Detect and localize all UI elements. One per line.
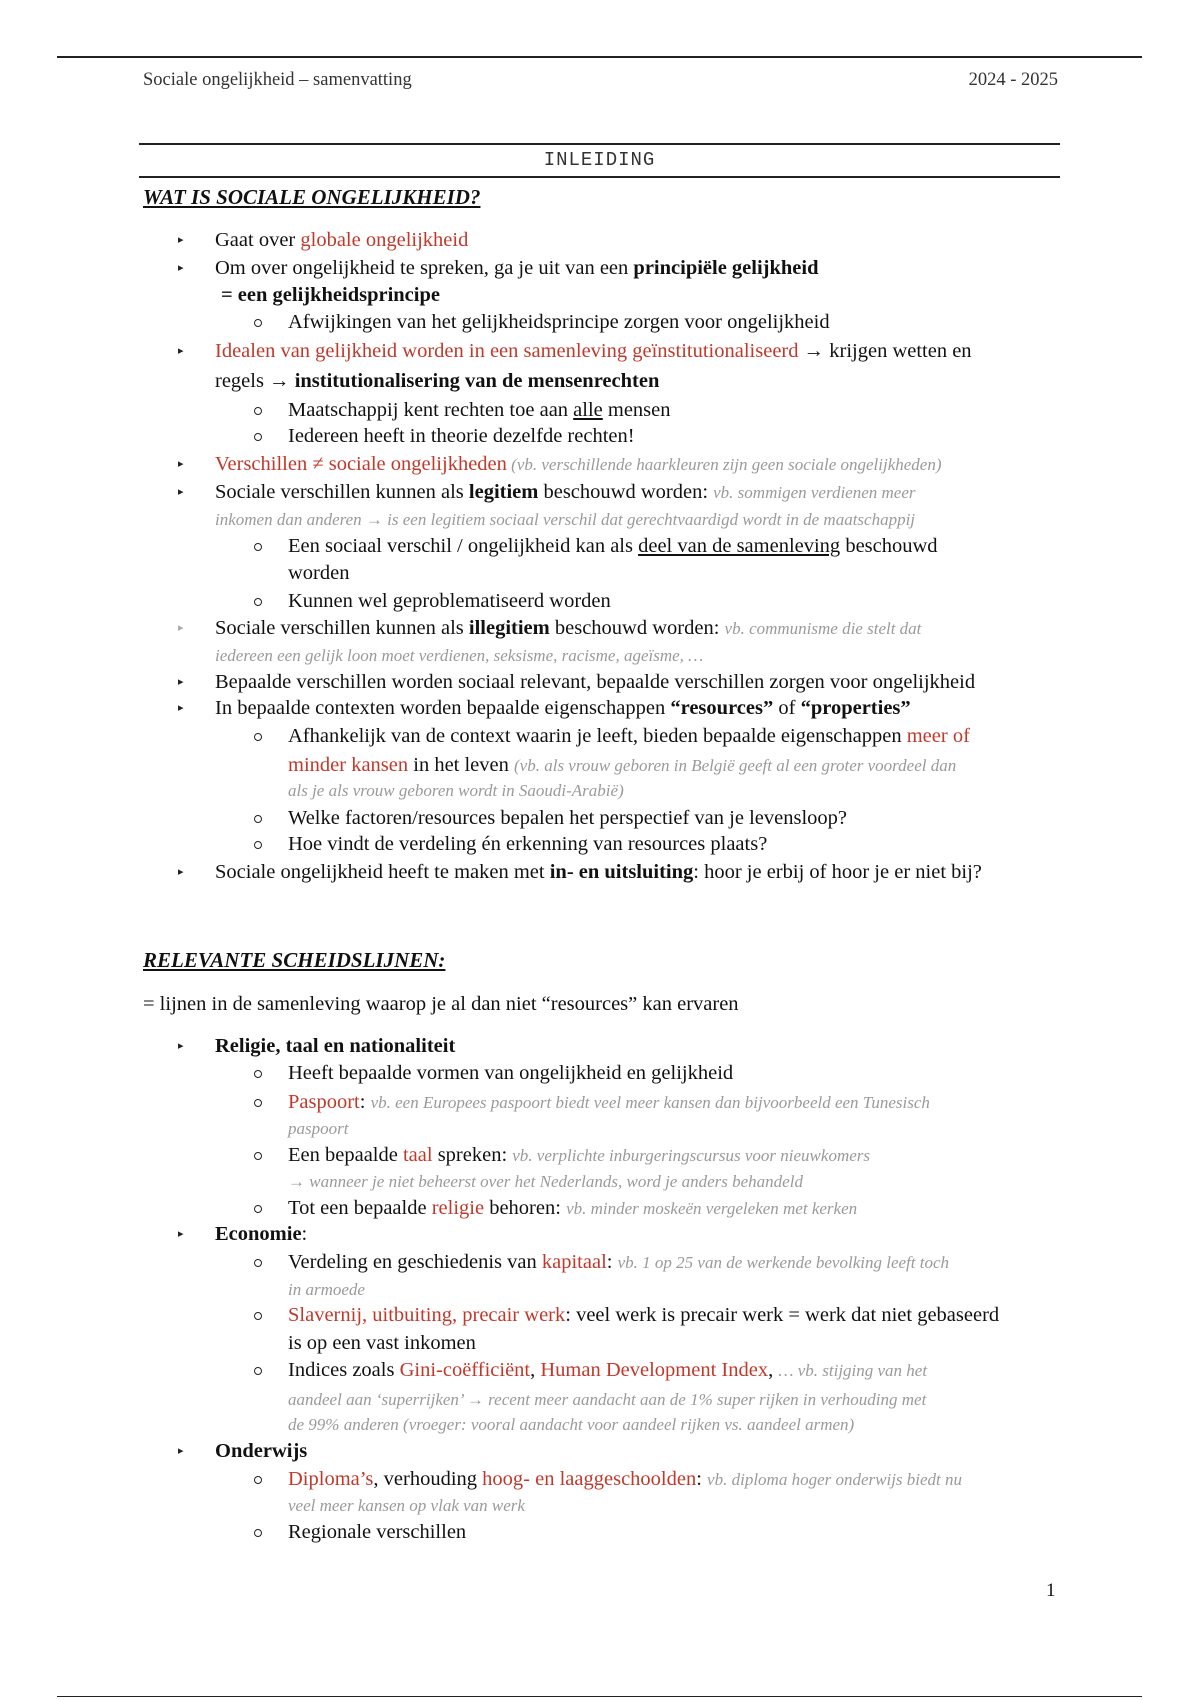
example-note: paspoort: [288, 1119, 349, 1138]
text-line: [215, 643, 703, 668]
example-note: (vb. verschillende haarkleuren zijn geen sociale ongelijkheden): [506, 455, 942, 474]
text-line: [288, 778, 624, 803]
text-line: [288, 398, 671, 422]
sub-bullet-marker: [254, 1099, 262, 1107]
highlighted-term: religie: [431, 1197, 485, 1219]
example-note: → wanneer je niet beheerst over het Nederlands, word je anders behandeld: [288, 1172, 803, 1191]
text-segment: institutionalisering van de mensenrechten: [294, 370, 660, 392]
text-segment: Regionale verschillen: [288, 1521, 467, 1543]
section-heading: [143, 185, 480, 209]
text-line: [215, 480, 916, 505]
text-segment: ,: [530, 1359, 541, 1381]
text-line: [288, 1250, 949, 1275]
text-line: [288, 561, 349, 585]
text-segment: Kunnen wel geproblematiseerd worden: [288, 590, 611, 612]
text-segment: Verdeling en geschiedenis van: [288, 1251, 542, 1273]
text-segment: Afwijkingen van het gelijkheidsprincipe zorgen voor ongelijkheid: [288, 311, 830, 333]
text-segment: legitiem: [468, 481, 539, 503]
sub-bullet-marker: [254, 598, 262, 606]
sub-bullet-marker: [254, 1529, 262, 1537]
bullet-marker: ▸: [178, 486, 184, 498]
text-segment: : hoor je erbij of hoor je er niet bij?: [693, 861, 982, 883]
example-note: aandeel aan ‘superrijken’ → recent meer aandacht aan de 1% super rijken in verhouding met: [288, 1390, 927, 1409]
sub-bullet-marker: [254, 841, 262, 849]
bullet-marker: ▸: [178, 345, 184, 357]
sub-bullet-marker: [254, 815, 262, 823]
text-segment: “resources”: [670, 697, 774, 719]
text-segment: behoren:: [484, 1197, 567, 1219]
text-segment: mensen: [602, 399, 671, 421]
example-note: vb. diploma hoger onderwijs biedt nu: [707, 1470, 963, 1489]
example-note: vb. 1 op 25 van de werkende bevolking leeft toch: [617, 1253, 949, 1272]
text-line: [288, 1303, 999, 1327]
text-segment: Onderwijs: [215, 1440, 308, 1462]
text-segment: Om over ongelijkheid te spreken, ga je uit van een: [215, 257, 634, 279]
text-segment: ,: [768, 1359, 779, 1381]
text-segment: of: [773, 697, 801, 719]
highlighted-term: meer of: [906, 725, 970, 747]
text-line: [288, 806, 847, 830]
text-segment: Sociale verschillen kunnen als: [215, 481, 469, 503]
text-segment: Tot een bepaalde: [288, 1197, 432, 1219]
bullet-marker: ▸: [178, 234, 184, 246]
bullet-marker: ▸: [178, 1228, 184, 1240]
text-segment: = een gelijkheidsprincipe: [221, 284, 440, 306]
highlighted-term: Gini-coëfficiënt: [399, 1359, 531, 1381]
highlighted-term: hoog- en laaggeschoolden: [482, 1468, 697, 1490]
section-title: INLEIDING: [543, 149, 656, 171]
bullet-marker: ▸: [178, 702, 184, 714]
text-segment: :: [301, 1223, 308, 1245]
bullet-marker: ▸: [178, 1445, 184, 1457]
text-line: [215, 507, 915, 532]
text-segment: Afhankelijk van de context waarin je leeft, bieden bepaalde eigenschappen: [288, 725, 907, 747]
text-line: [288, 1196, 857, 1221]
sub-bullet-marker: [254, 319, 262, 327]
text-segment: Religie, taal en nationaliteit: [215, 1035, 456, 1057]
bullet-marker: ▸: [178, 262, 184, 274]
example-note: vb. verplichte inburgeringscursus voor nieuwkomers: [512, 1146, 870, 1165]
highlighted-term: Human Development Index: [540, 1359, 769, 1381]
text-segment: Een bepaalde: [288, 1144, 403, 1166]
text-segment: Welke factoren/resources bepalen het perspectief van je levensloop?: [288, 807, 847, 829]
text-segment: in- en uitsluiting: [549, 861, 694, 883]
sub-bullet-marker: [254, 543, 262, 551]
text-segment: “properties”: [800, 697, 911, 719]
bullet-marker: ▸: [178, 458, 184, 470]
highlighted-term: taal: [402, 1144, 433, 1166]
text-segment: beschouwd worden:: [549, 617, 725, 639]
section-band: [139, 143, 1060, 178]
sub-bullet-marker: [254, 1259, 262, 1267]
example-note: de 99% anderen (vroeger: vooral aandacht voor aandeel rijken vs. aandeel armen): [288, 1415, 855, 1434]
text-segment: , verhouding: [373, 1468, 483, 1490]
text-line: [215, 1222, 307, 1246]
text-segment: :: [359, 1091, 371, 1113]
text-line: [215, 452, 942, 477]
academic-year: 2024 - 2025: [968, 70, 1058, 90]
text-segment: Gaat over: [215, 229, 301, 251]
text-line: [288, 1387, 926, 1412]
highlighted-term: Idealen van gelijkheid worden in een samenleving geïnstitutionaliseerd: [215, 340, 799, 362]
text-segment: Hoe vindt de verdeling én erkenning van resources plaats?: [288, 833, 768, 855]
text-line: [215, 860, 982, 884]
section-heading: [143, 948, 445, 972]
text-line: [288, 310, 830, 334]
text-line: [288, 1493, 525, 1518]
example-note: als je als vrouw geboren wordt in Saoudi-Arabië): [288, 781, 624, 800]
sub-bullet-marker: [254, 1152, 262, 1160]
text-line: [143, 992, 739, 1016]
text-segment: :: [606, 1251, 618, 1273]
text-segment: WAT IS SOCIALE ONGELIJKHEID?: [143, 185, 481, 209]
highlighted-term: Diploma’s: [288, 1468, 374, 1490]
text-line: [288, 753, 956, 778]
text-segment: : veel werk is precair werk = werk dat niet gebaseerd: [565, 1304, 1000, 1326]
highlighted-term: Slavernij, uitbuiting, precair werk: [288, 1304, 566, 1326]
example-note: vb. sommigen verdienen meer: [713, 483, 916, 502]
sub-bullet-marker: [254, 1476, 262, 1484]
text-line: [215, 369, 659, 393]
highlighted-term: minder kansen: [288, 754, 409, 776]
text-segment: Maatschappij kent rechten toe aan: [288, 399, 574, 421]
highlighted-term: kapitaal: [541, 1251, 607, 1273]
text-line: [215, 1439, 307, 1463]
example-note: vb. communisme die stelt dat: [724, 619, 922, 638]
sub-bullet-marker: [254, 1312, 262, 1320]
text-line: [288, 1331, 476, 1355]
text-line: [221, 283, 440, 307]
text-segment: in het leven: [408, 754, 515, 776]
example-note: iedereen een gelijk loon moet verdienen, seksisme, racisme, ageïsme, …: [215, 646, 704, 665]
text-line: [215, 616, 921, 641]
example-note: in armoede: [288, 1280, 365, 1299]
bullet-marker: ▸: [178, 866, 184, 878]
text-line: [288, 724, 970, 748]
text-segment: illegitiem: [468, 617, 550, 639]
bullet-marker: ▸: [178, 1040, 184, 1052]
highlighted-term: Paspoort: [288, 1091, 360, 1113]
text-line: [215, 1034, 455, 1058]
document-title: Sociale ongelijkheid – samenvatting: [143, 70, 412, 90]
text-segment: deel van de samenleving: [638, 535, 841, 557]
text-segment: Heeft bepaalde vormen van ongelijkheid en gelijkheid: [288, 1062, 734, 1084]
sub-bullet-marker: [254, 1367, 262, 1375]
bullet-marker: ▸: [178, 676, 184, 688]
text-segment: is op een vast inkomen: [288, 1332, 476, 1354]
text-segment: Sociale verschillen kunnen als: [215, 617, 469, 639]
text-line: [288, 832, 767, 856]
page-header: [143, 70, 1058, 91]
example-note: vb. een Europees paspoort biedt veel meer kansen dan bijvoorbeeld een Tunesisch: [370, 1093, 930, 1112]
text-line: [288, 1467, 962, 1492]
sub-bullet-marker: [254, 433, 262, 441]
text-line: [215, 696, 911, 720]
text-line: [288, 1277, 365, 1302]
text-line: [288, 1358, 927, 1383]
text-line: [288, 1412, 854, 1437]
sub-bullet-marker: [254, 1205, 262, 1213]
text-segment: Indices zoals: [288, 1359, 400, 1381]
sub-bullet-marker: [254, 407, 262, 415]
example-note: inkomen dan anderen → is een legitiem sociaal verschil dat gerechtvaardigd wordt in de maatschappij: [215, 510, 916, 529]
text-line: [288, 1090, 930, 1115]
example-note: veel meer kansen op vlak van werk: [288, 1496, 525, 1515]
text-line: [288, 1061, 733, 1085]
text-line: [288, 1520, 466, 1544]
text-segment: :: [696, 1468, 708, 1490]
bottom-rule: [57, 1696, 1142, 1697]
page-number: 1: [1046, 1580, 1056, 1601]
text-line: [288, 424, 635, 448]
text-segment: worden: [288, 562, 350, 584]
text-line: [215, 339, 972, 363]
text-segment: Een sociaal verschil / ongelijkheid kan als: [288, 535, 639, 557]
highlighted-term: Verschillen ≠ sociale ongelijkheden: [215, 453, 507, 475]
bullet-marker: ▸: [178, 622, 184, 634]
text-segment: In bepaalde contexten worden bepaalde eigenschappen: [215, 697, 671, 719]
text-segment: alle: [573, 399, 603, 421]
example-note: vb. minder moskeën vergeleken met kerken: [566, 1199, 858, 1218]
top-rule: [57, 56, 1142, 58]
text-segment: Economie: [215, 1223, 302, 1245]
text-segment: = lijnen in de samenleving waarop je al dan niet “resources” kan ervaren: [143, 993, 739, 1015]
text-segment: regels →: [215, 370, 295, 392]
text-segment: Sociale ongelijkheid heeft te maken met: [215, 861, 550, 883]
text-segment: Iedereen heeft in theorie dezelfde rechten!: [288, 425, 635, 447]
example-note: (vb. als vrouw geboren in België geeft al een groter voordeel dan: [514, 756, 957, 775]
text-line: [215, 228, 468, 252]
sub-bullet-marker: [254, 1070, 262, 1078]
text-line: [288, 1169, 803, 1194]
sub-bullet-marker: [254, 733, 262, 741]
text-segment: principiële gelijkheid: [633, 257, 819, 279]
text-segment: beschouwd: [840, 535, 938, 557]
example-note: … vb. stijging van het: [778, 1361, 928, 1380]
text-line: [215, 256, 819, 280]
text-line: [288, 534, 938, 558]
text-line: [215, 670, 975, 694]
text-segment: spreken:: [432, 1144, 513, 1166]
text-segment: Bepaalde verschillen worden sociaal relevant, bepaalde verschillen zorgen voor ongelijkheid: [215, 671, 976, 693]
text-line: [288, 1116, 348, 1141]
highlighted-term: globale ongelijkheid: [300, 229, 469, 251]
text-line: [288, 589, 611, 613]
text-segment: RELEVANTE SCHEIDSLIJNEN:: [143, 948, 446, 972]
text-segment: beschouwd worden:: [538, 481, 714, 503]
text-line: [288, 1143, 870, 1168]
text-segment: → krijgen wetten en: [798, 340, 972, 362]
